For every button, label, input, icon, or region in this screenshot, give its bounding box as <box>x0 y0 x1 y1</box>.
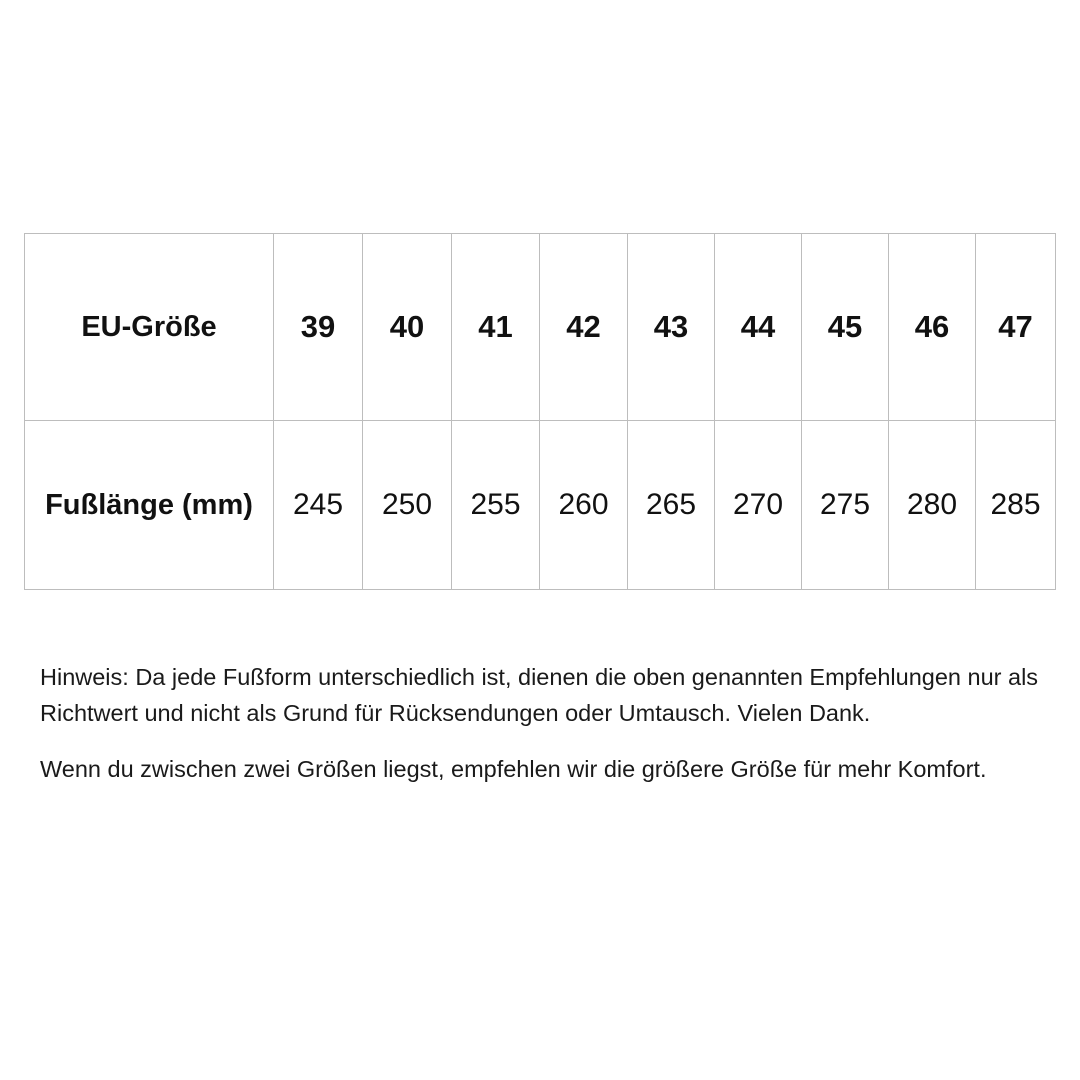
length-cell: 280 <box>889 421 976 590</box>
size-chart-table <box>24 233 1056 590</box>
table-row-foot-length <box>25 421 1056 590</box>
length-cell: 250 <box>363 421 452 590</box>
advice-paragraph: Wenn du zwischen zwei Größen liegst, empfehlen wir die größere Größe für mehr Komfort. <box>40 756 987 782</box>
size-cell: 42 <box>540 234 628 421</box>
length-cell: 255 <box>452 421 540 590</box>
length-cell: 245 <box>274 421 363 590</box>
size-cell: 47 <box>976 234 1056 421</box>
hint-paragraph: Hinweis: Da jede Fußform unterschiedlich ist, dienen die oben genannten Empfehlungen nur als Richtwert und nicht als Grund für Rücksendungen oder Umtausch. Vielen Dank. <box>40 664 1039 726</box>
size-cell: 39 <box>274 234 363 421</box>
eu-size-label: EU-Größe <box>25 234 274 421</box>
size-cell: 43 <box>628 234 715 421</box>
length-cell: 270 <box>715 421 802 590</box>
table-row-eu-size <box>25 234 1056 421</box>
length-cell: 260 <box>540 421 628 590</box>
length-cell: 275 <box>802 421 889 590</box>
size-cell: 45 <box>802 234 889 421</box>
length-cell: 285 <box>976 421 1056 590</box>
size-cell: 44 <box>715 234 802 421</box>
size-cell: 46 <box>889 234 976 421</box>
notes-section <box>40 659 1050 807</box>
foot-length-label: Fußlänge (mm) <box>25 421 274 590</box>
size-cell: 41 <box>452 234 540 421</box>
size-cell: 40 <box>363 234 452 421</box>
length-cell: 265 <box>628 421 715 590</box>
